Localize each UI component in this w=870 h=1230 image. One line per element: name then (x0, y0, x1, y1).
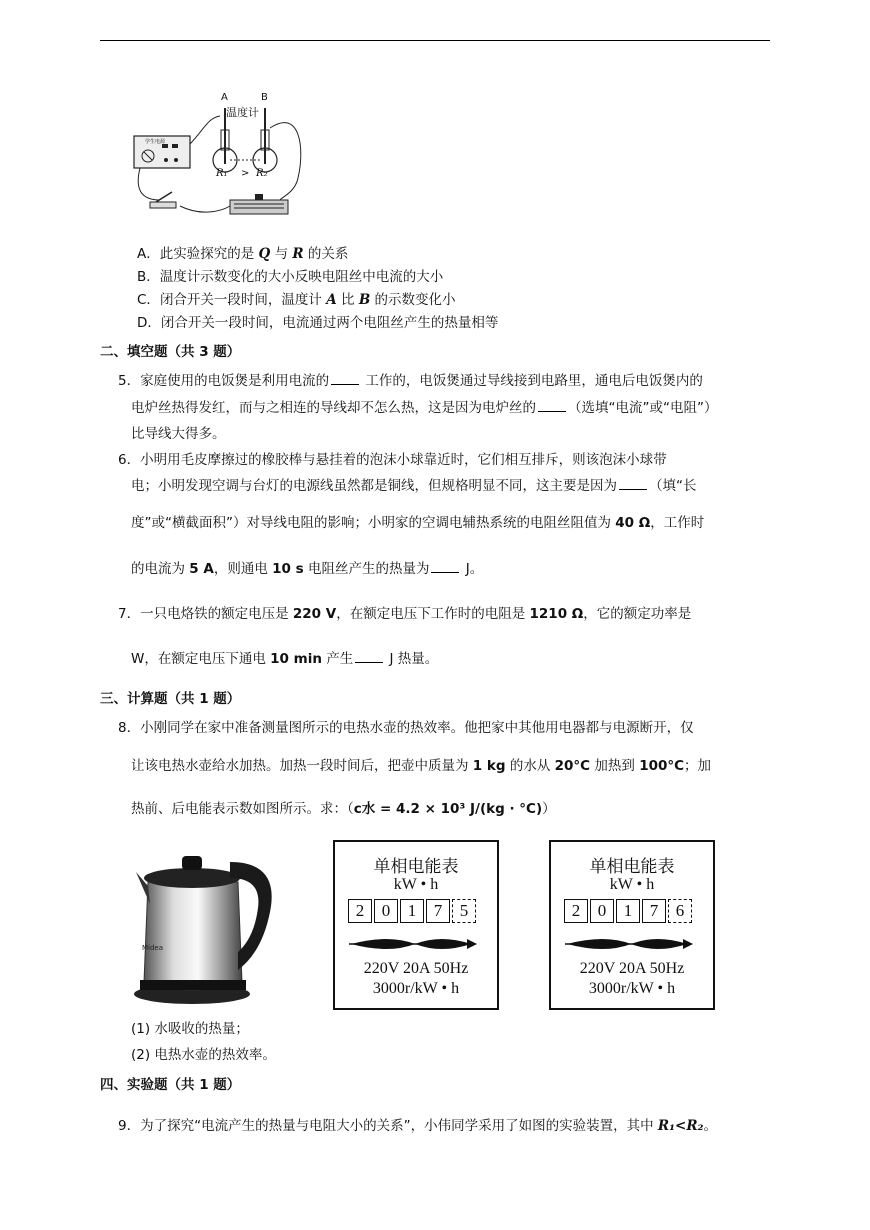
meter-rate: 3000r/kW • h (588, 980, 676, 997)
q6-line-4: 的电流为 5 A，则通电 10 s 电阻丝产生的热量为 J。 (131, 561, 484, 577)
kettle-brand: Midea (142, 944, 164, 952)
section-fill: 二、填空题（共 3 题） (100, 344, 241, 360)
meter-digit: 2 (564, 899, 588, 923)
meter-spec: 220V 20A 50Hz (579, 960, 685, 977)
q8-sub-2: (2) 电热水壶的热效率。 (131, 1047, 276, 1063)
meter-title: 单相电能表 (589, 857, 675, 876)
option-d: D．闭合开关一段时间，电流通过两个电阻丝产生的热量相等 (137, 315, 499, 331)
meter-spec: 220V 20A 50Hz (363, 960, 469, 977)
q6-blank-1 (619, 477, 647, 490)
q6-blank-2 (431, 560, 459, 573)
option-a: A．此实验探究的是 Q 与 R 的关系 (137, 246, 349, 262)
meter-digits (348, 899, 478, 923)
q7-blank-1 (355, 650, 383, 663)
circuit-label-a: A (221, 92, 228, 103)
circuit-label-b: B (261, 92, 268, 103)
meter-digit: 1 (400, 899, 424, 923)
q8-line-3: 热前、后电能表示数如图所示。求：（c水 = 4.2 × 10³ J/(kg · °C)） (131, 801, 556, 817)
meter-disc-arrow (565, 934, 697, 954)
meter-digit: 7 (426, 899, 450, 923)
meter-unit: kW • h (393, 876, 439, 893)
circuit-label-r1: R₁ (216, 168, 228, 179)
meter-digit-decimal: 5 (452, 899, 476, 923)
meter-digit: 0 (590, 899, 614, 923)
option-c: C．闭合开关一段时间，温度计 A 比 B 的示数变化小 (137, 292, 456, 308)
electric-meter-after (549, 840, 715, 1010)
meter-disc-arrow (349, 934, 481, 954)
option-b: B．温度计示数变化的大小反映电阻丝中电流的大小 (137, 269, 444, 285)
circuit-label-gt: > (241, 168, 250, 179)
q5-blank-1 (331, 372, 359, 385)
q6-line-3: 度”或“横截面积”）对导线电阻的影响；小明家的空调电辅热系统的电阻丝阻值为 40 Ω，工作时 (131, 515, 705, 531)
meter-digit: 7 (642, 899, 666, 923)
meter-rate: 3000r/kW • h (372, 980, 460, 997)
q5-line-2: 电炉丝热得发红，而与之相连的导线却不怎么热，这是因为电炉丝的 （选填“电流”或“电阻”） (131, 400, 718, 416)
section-calc: 三、计算题（共 1 题） (100, 691, 241, 707)
circuit-supply-label: 学生电源 (145, 139, 166, 145)
q9-line-1: 9．为了探究“电流产生的热量与电阻大小的关系”，小伟同学采用了如图的实验装置，其中 R₁<R₂。 (118, 1118, 717, 1134)
meter-digit: 2 (348, 899, 372, 923)
q5-blank-2 (538, 399, 566, 412)
electric-meter-before (333, 840, 499, 1010)
circuit-label-thermometer: 温度计 (226, 106, 259, 119)
meter-digit-decimal: 6 (668, 899, 692, 923)
circuit-label-r2: R₂ (256, 168, 268, 179)
kettle-image (130, 842, 280, 1008)
q7-line-2: W，在额定电压下通电 10 min 产生 J 热量。 (131, 651, 439, 667)
meter-title: 单相电能表 (373, 857, 459, 876)
q6-line-1: 6．小明用毛皮摩擦过的橡胶棒与悬挂着的泡沫小球靠近时，它们相互排斥，则该泡沫小球带 (118, 452, 667, 468)
q8-line-2: 让该电热水壶给水加热。加热一段时间后，把壶中质量为 1 kg 的水从 20°C 加热到 100°C；加 (131, 758, 712, 774)
header-rule (100, 40, 770, 41)
meter-digits (564, 899, 694, 923)
meter-unit: kW • h (609, 876, 655, 893)
q7-line-1: 7．一只电烙铁的额定电压是 220 V，在额定电压下工作时的电阻是 1210 Ω，它的额定功率是 (118, 606, 692, 622)
meter-digit: 0 (374, 899, 398, 923)
circuit-figure (130, 88, 310, 228)
q8-sub-1: (1) 水吸收的热量； (131, 1021, 249, 1037)
meter-digit: 1 (616, 899, 640, 923)
q5-line-3: 比导线大得多。 (131, 426, 226, 442)
q8-line-1: 8．小刚同学在家中准备测量图所示的电热水壶的热效率。他把家中其他用电器都与电源断开，仅 (118, 720, 694, 736)
q5-line-1: 5．家庭使用的电饭煲是利用电流的 工作的，电饭煲通过导线接到电路里，通电后电饭煲内的 (118, 373, 703, 389)
q6-line-2: 电；小明发现空调与台灯的电源线虽然都是铜线，但规格明显不同，这主要是因为 （填“长 (131, 478, 697, 494)
section-exp: 四、实验题（共 1 题） (100, 1077, 241, 1093)
